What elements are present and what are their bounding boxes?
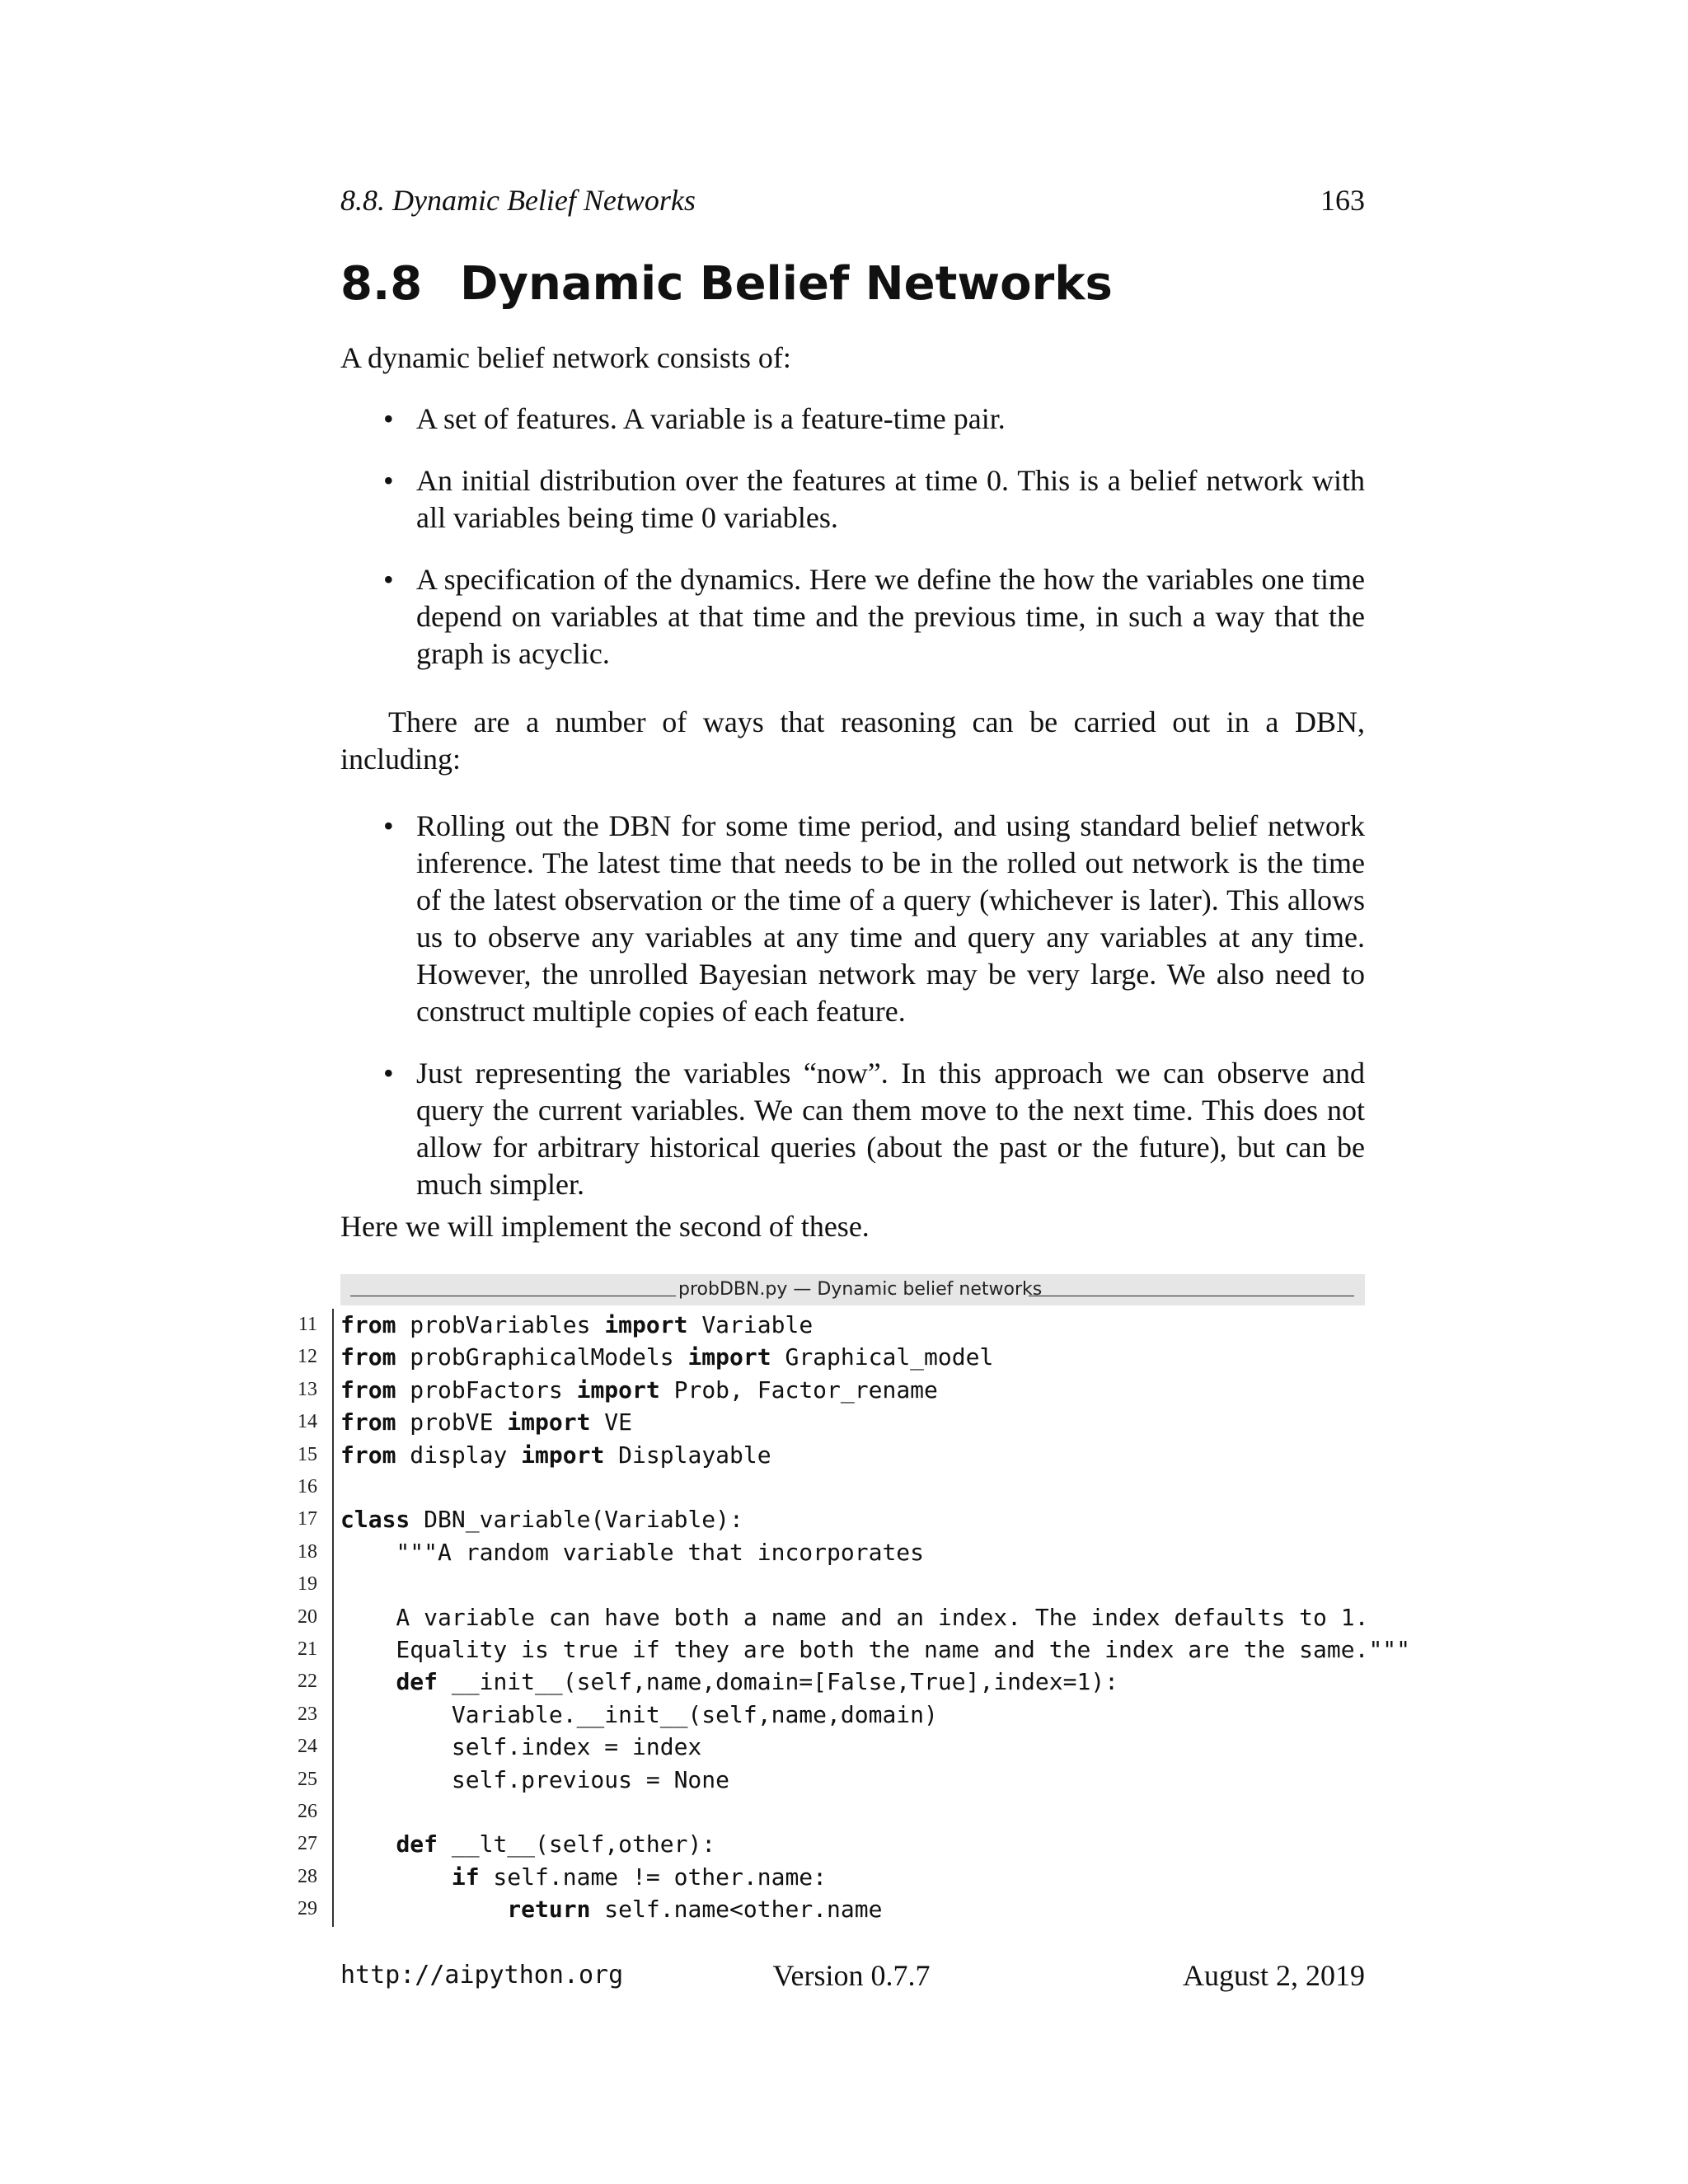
list-item-text: An initial distribution over the features at time 0. This is a belief network with all variables being time 0 variables. <box>416 464 1365 534</box>
code-text: Prob, Factor_rename <box>659 1376 938 1404</box>
code-keyword: class <box>340 1506 410 1534</box>
code-line-number: 20 <box>298 1605 317 1628</box>
code-keyword: import <box>687 1343 771 1371</box>
code-text: __init__(self,name,domain=[False,True],index=1): <box>438 1668 1119 1696</box>
code-text: probGraphicalModels <box>396 1343 688 1371</box>
running-title: 8.8. Dynamic Belief Networks <box>340 184 696 217</box>
code-line <box>0 1439 1688 1471</box>
code-line-number: 17 <box>298 1508 317 1530</box>
list-item-text: Rolling out the DBN for some time period, and using standard belief network inference. The latest time that needs to be in the rolled out network is the time of the latest observation or the time of a query (whichever is later). This allows us to observe any variables at any time and query any variables at any time. However, the unrolled Bayesian network may be very large. We also need to construct multiple copies of each feature. <box>416 809 1365 1028</box>
code-line-number: 19 <box>298 1573 317 1596</box>
footer-version: Version 0.7.7 <box>772 1959 931 1992</box>
list-item-text: Just representing the variables “now”. In this approach we can observe and query the current variables. We can them move to the next time. This does not allow for arbitrary historical queries (about the past or the future), but can be much simpler. <box>416 1057 1365 1201</box>
code-text: display <box>396 1441 522 1469</box>
bullet-icon: • <box>383 402 394 435</box>
code-text: Variable.__init__(self,name,domain) <box>340 1700 938 1728</box>
code-text: probVE <box>396 1408 508 1436</box>
code-line <box>0 1471 1688 1503</box>
code-text: self.name<other.name <box>590 1896 883 1924</box>
list-item-text: A set of features. A variable is a feature-time pair. <box>416 402 1006 435</box>
list-item <box>383 462 1365 537</box>
code-line-number: 12 <box>298 1346 317 1368</box>
code-text <box>340 1668 396 1695</box>
code-keyword: def <box>396 1668 438 1696</box>
intro-paragraph: A dynamic belief network consists of: <box>340 341 791 374</box>
code-line-number: 25 <box>298 1768 317 1790</box>
bullet-icon: • <box>383 464 394 497</box>
code-keyword: from <box>340 1408 396 1436</box>
code-listing-banner <box>340 1274 1365 1305</box>
code-line-source <box>340 1699 938 1731</box>
code-text: Variable <box>687 1311 814 1338</box>
bullet-icon: • <box>383 1057 394 1090</box>
code-line <box>0 1666 1688 1698</box>
code-keyword: import <box>576 1376 660 1404</box>
code-line-number: 28 <box>298 1865 317 1887</box>
bullet-icon: • <box>383 563 394 596</box>
code-line-source <box>340 1536 924 1568</box>
code-text <box>340 1896 507 1923</box>
code-line <box>0 1893 1688 1925</box>
code-line-source <box>340 1374 938 1406</box>
code-keyword: import <box>521 1441 605 1469</box>
code-line-number: 16 <box>298 1476 317 1497</box>
code-line-number: 24 <box>298 1736 317 1758</box>
code-line <box>0 1861 1688 1893</box>
section-number: 8.8 <box>340 257 423 311</box>
code-keyword: return <box>507 1896 591 1924</box>
code-text: self.index = index <box>340 1733 702 1761</box>
running-header <box>340 180 1365 221</box>
list-item <box>383 561 1365 673</box>
code-line <box>0 1828 1688 1860</box>
code-text: """A random variable that incorporates <box>340 1538 925 1566</box>
code-text: probVariables <box>396 1311 605 1338</box>
code-line-number: 15 <box>298 1443 317 1465</box>
code-line <box>0 1374 1688 1406</box>
code-line <box>0 1601 1688 1633</box>
code-text: VE <box>590 1408 633 1436</box>
code-line-source <box>340 1731 701 1763</box>
code-line-source <box>340 1764 729 1796</box>
code-line-source <box>340 1503 743 1535</box>
section-heading <box>340 251 1365 317</box>
code-line-number: 29 <box>298 1898 317 1920</box>
code-keyword: import <box>507 1408 591 1436</box>
code-text <box>340 1830 396 1858</box>
code-listing-title: probDBN.py — Dynamic belief networks <box>678 1279 1043 1300</box>
code-line <box>0 1731 1688 1763</box>
list-item <box>383 808 1365 1030</box>
code-text: __lt__(self,other): <box>438 1830 716 1858</box>
code-line-source <box>340 1341 993 1373</box>
code-text: Equality is true if they are both the name and the index are the same.""" <box>340 1636 1411 1663</box>
code-text: probFactors <box>396 1376 577 1404</box>
components-list <box>383 401 1365 697</box>
code-line-number: 27 <box>298 1833 317 1855</box>
code-line <box>0 1341 1688 1373</box>
code-line-number: 21 <box>298 1638 317 1660</box>
code-text: DBN_variable(Variable): <box>410 1506 743 1534</box>
section-title: Dynamic Belief Networks <box>460 257 1113 311</box>
code-line <box>0 1503 1688 1535</box>
code-line-number: 26 <box>298 1801 317 1822</box>
code-line-source <box>340 1861 827 1893</box>
code-keyword: from <box>340 1376 396 1404</box>
code-line <box>0 1536 1688 1568</box>
footer-url: http://aipython.org <box>340 1961 624 1990</box>
code-text: Displayable <box>604 1441 771 1469</box>
code-line <box>0 1309 1688 1341</box>
bullet-icon: • <box>383 809 394 842</box>
code-text: self.name != other.name: <box>479 1863 828 1891</box>
code-line-source <box>340 1893 882 1925</box>
code-keyword: if <box>451 1863 480 1891</box>
code-keyword: from <box>340 1311 396 1338</box>
code-line-number: 22 <box>298 1671 317 1693</box>
approaches-list <box>383 808 1365 1228</box>
page-number: 163 <box>1320 184 1365 217</box>
code-line <box>0 1633 1688 1666</box>
code-line-source <box>340 1666 1118 1698</box>
code-line <box>0 1699 1688 1731</box>
code-keyword: from <box>340 1441 396 1469</box>
code-line <box>0 1568 1688 1601</box>
list-item <box>383 1055 1365 1203</box>
code-line-source <box>340 1828 715 1860</box>
list-item <box>383 401 1365 438</box>
code-line <box>0 1406 1688 1438</box>
code-line-number: 11 <box>298 1314 317 1335</box>
code-line-source <box>340 1633 1410 1666</box>
code-line-source <box>340 1309 813 1341</box>
code-line-number: 23 <box>298 1703 317 1725</box>
code-text: Graphical_model <box>771 1343 994 1371</box>
code-keyword: from <box>340 1343 396 1371</box>
footer-date: August 2, 2019 <box>1182 1959 1365 1992</box>
code-text <box>340 1863 452 1891</box>
code-line-source <box>340 1439 771 1471</box>
code-line-source <box>340 1601 1368 1633</box>
code-line-number: 13 <box>298 1378 317 1400</box>
code-line-number: 18 <box>298 1540 317 1563</box>
code-keyword: def <box>396 1830 438 1858</box>
code-line <box>0 1764 1688 1796</box>
list-item-text: A specification of the dynamics. Here we define the how the variables one time depend on variables at that time and the previous time, in such a way that the graph is acyclic. <box>416 563 1365 670</box>
code-line-source <box>340 1406 632 1438</box>
page-footer <box>340 1955 1365 1996</box>
reasoning-paragraph: There are a number of ways that reasoning can be carried out in a DBN, including: <box>340 705 1365 776</box>
code-line <box>0 1796 1688 1828</box>
closing-paragraph: Here we will implement the second of these. <box>340 1210 870 1243</box>
code-keyword: import <box>604 1311 688 1338</box>
code-line-number: 14 <box>298 1411 317 1433</box>
code-text: A variable can have both a name and an index. The index defaults to 1. <box>340 1603 1369 1631</box>
code-text: self.previous = None <box>340 1765 730 1793</box>
